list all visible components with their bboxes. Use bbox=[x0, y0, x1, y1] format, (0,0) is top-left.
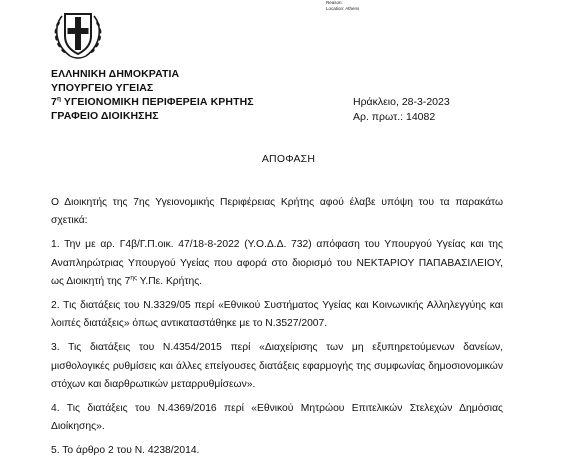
place-date: Ηράκλειο, 28-3-2023 bbox=[353, 96, 450, 108]
signature-stamp bbox=[326, 0, 359, 12]
list-item-1: 1. Την με αρ. Γ4β/Γ.Π.οικ. 47/18-8-2022 (Υ.Ο.Δ.Δ. 732) απόφαση του Υπουργού Υγείας και της Αναπληρώτριας Υπουργού Υγείας που αφορά στο διορισμό του ΝΕΚΤΑΡΙΟΥ ΠΑΠΑΒΑΣΙΛΕΙΟΥ, ως Διοικητή της $7^{\eta\varsigma}$ Υ.Πε. Κρήτης. bbox=[51, 239, 503, 287]
stamp-location: Location: Athens bbox=[326, 6, 360, 11]
list-item-4: 4. Τις διατάξεις του Ν.4369/2016 περί «Εθνικού Μητρώου Επιτελικών Στελεχών Δημόσιας Διοίκησης». bbox=[51, 403, 503, 433]
issuer-country: ΕΛΛΗΝΙΚΗ ΔΗΜΟΚΡΑΤΙΑ bbox=[51, 68, 180, 80]
issuer-office: ΓΡΑΦΕΙΟ ΔΙΟΙΚΗΣΗΣ bbox=[51, 110, 159, 122]
document-body bbox=[51, 194, 503, 467]
protocol-number: Αρ. πρωτ.: 14082 bbox=[353, 110, 436, 123]
list-item-3: 3. Τις διατάξεις του Ν.4354/2015 περί «Διαχείρισης των μη εξυπηρετούμενων δανείων, μισθολογικές ρυθμίσεις και άλλες επείγουσες διατάξεις εφαρμογής της συμφωνίας δημοσιονομικών στόχων και διαρθρωτικών μεταρρυθμίσεων». bbox=[51, 342, 503, 390]
issuer-block bbox=[51, 67, 254, 123]
issuer-ministry: ΥΠΟΥΡΓΕΙΟ ΥΓΕΙΑΣ bbox=[51, 82, 154, 94]
stamp-reason: Reason: bbox=[326, 0, 343, 5]
intro-paragraph: Ο Διοικητής της 7ης Υγειονομικής Περιφέρειας Κρήτης αφού έλαβε υπόψη του τα παρακάτω σχετικά: bbox=[51, 197, 503, 227]
list-item-2: 2. Τις διατάξεις του Ν.3329/05 περί «Εθνικού Συστήματος Υγείας και Κοινωνικής Αλληλεγγύης και λοιπές διατάξεις» όπως αντικαταστάθηκε με το Ν.3527/2007. bbox=[51, 300, 503, 330]
reference-block bbox=[353, 95, 450, 124]
greek-coat-of-arms-icon bbox=[48, 4, 108, 64]
issuer-region: $7^\eta$ ΥΓΕΙΟΝΟΜΙΚΗ ΠΕΡΙΦΕΡΕΙΑ ΚΡΗΤΗΣ bbox=[51, 95, 254, 108]
list-item-5: 5. Το άρθρο 2 του Ν. 4238/2014. bbox=[51, 445, 200, 457]
document-title: ΑΠΟΦΑΣΗ bbox=[261, 153, 316, 165]
